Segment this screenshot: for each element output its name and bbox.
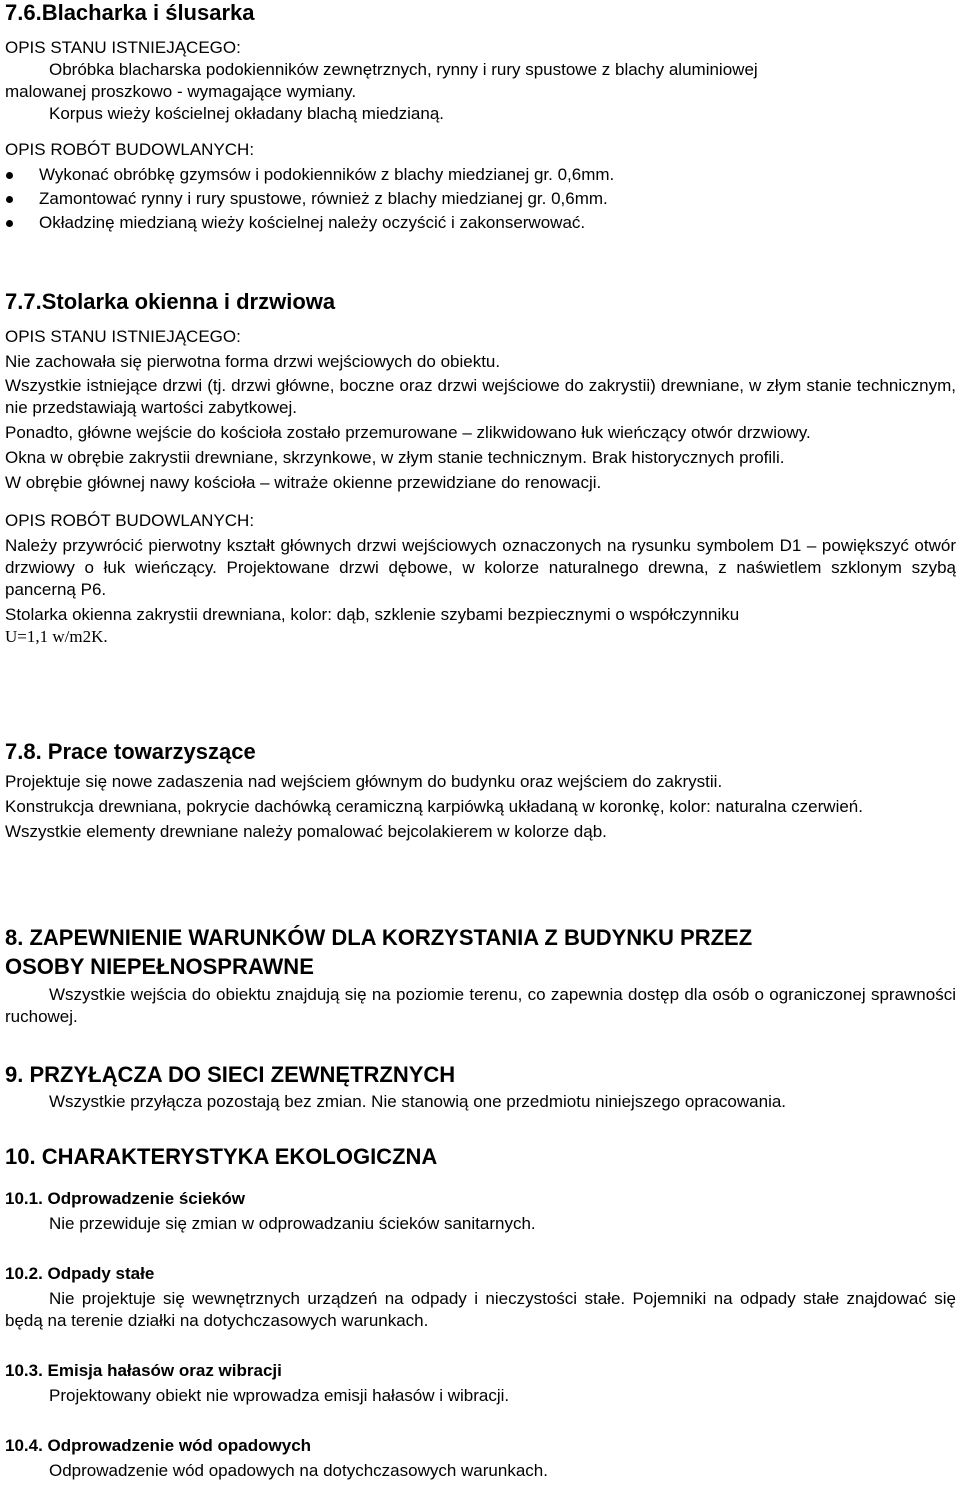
- section-10: [5, 1142, 956, 1482]
- works-label: OPIS ROBÓT BUDOWLANYCH:: [5, 140, 255, 159]
- paragraph: Nie projektuje się wewnętrznych urządzeń na odpady i nieczystości stałe. Pojemniki na odpady stałe znajdować się będą na terenie działki na dotychczasowych warunkach.: [5, 1289, 956, 1330]
- section-heading: 7.7.Stolarka okienna i drzwiowa: [5, 289, 336, 314]
- section-8: [5, 923, 956, 1028]
- paragraph: Nie zachowała się pierwotna forma drzwi wejściowych do obiektu.: [5, 352, 501, 371]
- paragraph: Projektuje się nowe zadaszenia nad wejściem głównym do budynku oraz wejściem do zakrystii.: [5, 772, 723, 791]
- paragraph: Stolarka okienna zakrystii drewniana, kolor: dąb, szklenie szybami bezpiecznymi o współczynniku U=1,1 w/m2K.: [5, 605, 740, 646]
- state-label: OPIS STANU ISTNIEJĄCEGO:: [5, 327, 241, 346]
- section-heading-cont: OSOBY NIEPEŁNOSPRAWNE: [5, 954, 314, 979]
- state-paragraph: Korpus wieży kościelnej okładany blachą miedzianą.: [49, 104, 444, 123]
- section-heading: 8. ZAPEWNIENIE WARUNKÓW DLA KORZYSTANIA Z BUDYNKU PRZEZ: [5, 925, 753, 950]
- paragraph: W obrębie głównej nawy kościoła – witraże okienne przewidziane do renowacji.: [5, 473, 602, 492]
- paragraph: Nie przewiduje się zmian w odprowadzaniu ścieków sanitarnych.: [49, 1214, 536, 1233]
- paragraph: Wszystkie przyłącza pozostają bez zmian. Nie stanowią one przedmiotu niniejszego opracowania.: [49, 1092, 787, 1111]
- section-7-6: [5, 0, 956, 234]
- paragraph: Ponadto, główne wejście do kościoła zostało przemurowane – zlikwidowano łuk wieńczący otwór drzwiowy.: [5, 423, 811, 442]
- subsection-heading: 10.2. Odpady stałe: [5, 1264, 155, 1283]
- subsection-heading: 10.1. Odprowadzenie ścieków: [5, 1189, 245, 1208]
- section-7-7: [5, 289, 956, 648]
- paragraph: Odprowadzenie wód opadowych na dotychczasowych warunkach.: [49, 1461, 548, 1480]
- section-9: [5, 1060, 956, 1113]
- coefficient-value: U=1,1 w/m2K.: [5, 627, 108, 646]
- paragraph: Okna w obrębie zakrystii drewniane, skrzynkowe, w złym stanie technicznym. Brak historycznych profili.: [5, 448, 785, 467]
- paragraph: Konstrukcja drewniana, pokrycie dachówką ceramiczną karpiówką układaną w koronkę, kolor: naturalna czerwień.: [5, 797, 863, 816]
- state-paragraph: Obróbka blacharska podokienników zewnętrznych, rynny i rury spustowe z blachy aluminiowej: [49, 60, 758, 79]
- works-list: [5, 164, 956, 234]
- works-label: OPIS ROBÓT BUDOWLANYCH:: [5, 511, 255, 530]
- state-paragraph-cont: malowanej proszkowo - wymagające wymiany.: [5, 82, 357, 101]
- section-heading: 7.6.Blacharka i ślusarka: [5, 0, 255, 25]
- paragraph: Należy przywrócić pierwotny kształt głównych drzwi wejściowych oznaczonych na rysunku symbolem D1 – powiększyć otwór drzwiowy o łuk wieńczący. Projektowane drzwi dębowe, w kolorze naturalnego drewna, z naświetlem szklonym szybą pancerną P6.: [5, 536, 956, 599]
- list-item: Okładzinę miedzianą wieży kościelnej należy oczyścić i zakonserwować.: [31, 212, 956, 234]
- section-7-8: [5, 739, 956, 843]
- paragraph: Wszystkie wejścia do obiektu znajdują się na poziomie terenu, co zapewnia dostęp dla osób o ograniczonej sprawności ruchowej.: [5, 985, 956, 1026]
- subsection-heading: 10.4. Odprowadzenie wód opadowych: [5, 1436, 312, 1455]
- bullet-icon: [6, 220, 13, 227]
- state-label: OPIS STANU ISTNIEJĄCEGO:: [5, 38, 241, 57]
- bullet-icon: [6, 172, 13, 179]
- paragraph: Wszystkie elementy drewniane należy pomalować bejcolakierem w kolorze dąb.: [5, 822, 607, 841]
- section-heading: 9. PRZYŁĄCZA DO SIECI ZEWNĘTRZNYCH: [5, 1062, 456, 1087]
- section-heading: 7.8. Prace towarzyszące: [5, 739, 256, 764]
- section-heading: 10. CHARAKTERYSTYKA EKOLOGICZNA: [5, 1144, 438, 1169]
- list-item: Wykonać obróbkę gzymsów i podokienników z blachy miedzianej gr. 0,6mm.: [31, 164, 956, 186]
- list-item: Zamontować rynny i rury spustowe, również z blachy miedzianej gr. 0,6mm.: [31, 188, 956, 210]
- paragraph: Wszystkie istniejące drzwi (tj. drzwi główne, boczne oraz drzwi wejściowe do zakrystii) drewniane, w złym stanie technicznym, nie przedstawiają wartości zabytkowej.: [5, 376, 956, 417]
- bullet-icon: [6, 196, 13, 203]
- subsection-heading: 10.3. Emisja hałasów oraz wibracji: [5, 1361, 282, 1380]
- paragraph: Projektowany obiekt nie wprowadza emisji hałasów i wibracji.: [49, 1386, 510, 1405]
